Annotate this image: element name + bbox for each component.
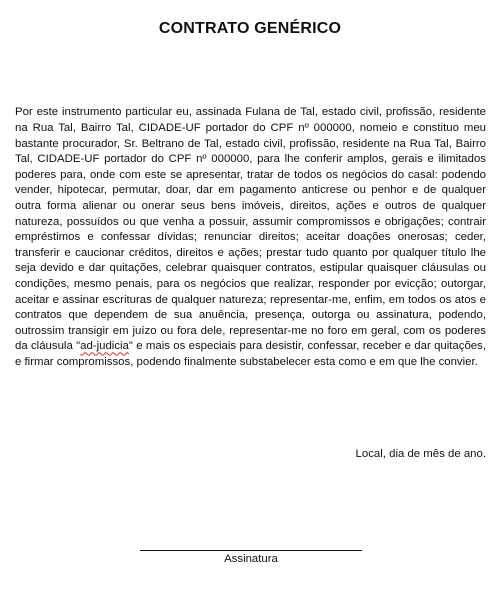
signature-line: [140, 550, 362, 551]
signature-label: Assinatura: [224, 553, 278, 565]
spellcheck-flagged-term: ad-judicia: [80, 340, 129, 353]
contract-body-text-end: " e mais os especiais para desistir, confessar, receber e dar quitações, e firmar compromissos, podendo finalmente substabelecer esta como e em que lhe convier.: [15, 340, 486, 368]
contract-body: [15, 105, 486, 370]
contract-body-text-start: Por este instrumento particular eu, assinada Fulana de Tal, estado civil, profissão, residente na Rua Tal, Bairro Tal, CIDADE-UF portador do CPF nº 000000, nomeio e constituo meu bastante procurador, Sr. Beltrano de Tal, estado civil, profissão, residente na Rua Tal, Bairro Tal, CIDADE-UF portador do CPF nº 000000, para lhe conferir amplos, gerais e ilimitados poderes para, onde com este se apresentar, tratar de todos os negócios do casal: podendo vender, hipotecar, permutar, doar, dar em pagamento anticrese ou penhor e de qualquer outra forma alienar ou onerar seus bens imóveis, direitos, ações e outros de qualquer natureza, possuídos ou que venha a possuir, assumir compromissos e obrigações; contrair empréstimos e confessar dívidas; renunciar direitos; aceitar doações onerosas; ceder, transferir e caucionar créditos, direitos e ações; prestar tudo quanto por qualquer título lhe seja devido e dar quitações, celebrar quaisquer contratos, estipular quaisquer cláusulas ou condições, mesmo penais, para os negócios que realizar, responder por evicção; outorgar, aceitar e assinar escrituras de qualquer natureza; representar-me, enfim, em todos os atos e contratos que dependem de sua anuência, presença, outorga ou assinatura, podendo, outrossim transigir em juízo ou fora dele, representar-me no foro em geral, com os poderes da cláusula ": [15, 106, 486, 353]
place-date-line: Local, dia de mês de ano.: [355, 448, 486, 460]
document-title: CONTRATO GENÉRICO: [158, 20, 342, 37]
